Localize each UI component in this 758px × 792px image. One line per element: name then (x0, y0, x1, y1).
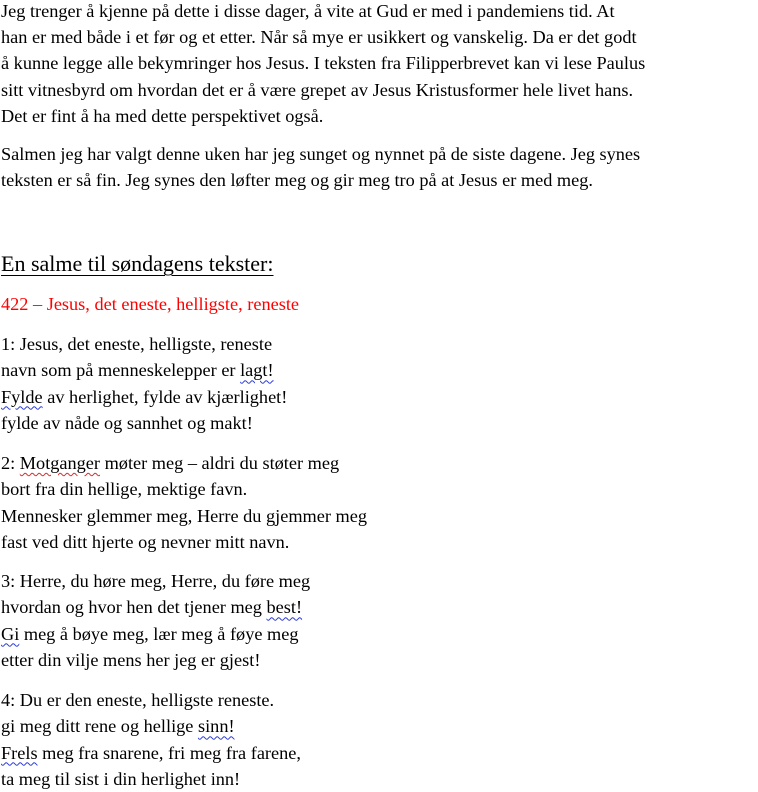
spellcheck-flagged-word[interactable]: Gi (1, 623, 20, 644)
hymn-verse-4 (1, 687, 301, 792)
verse-line: fast ved ditt hjerte og nevner mitt navn. (1, 531, 290, 552)
text-line: sitt vitnesbyrd om hvordan det er å være grepet av Jesus Kristusformer hele livet hans. (1, 79, 634, 100)
intro-paragraph-1 (1, 0, 645, 129)
text-line: teksten er så fin. Jeg synes den løfter meg og gir meg tro på at Jesus er med meg. (1, 170, 593, 191)
verse-line: etter din vilje mens her jeg er gjest! (1, 649, 261, 670)
verse-line: 1: Jesus, det eneste, helligste, reneste (1, 334, 273, 354)
verse-line: 3: Herre, du høre meg, Herre, du føre meg (1, 571, 311, 591)
hymn-verse-1 (1, 331, 287, 436)
verse-line (1, 450, 367, 476)
hymn-verse-3 (1, 568, 310, 673)
verse-line (1, 384, 287, 410)
text-line: han er med både i et før og et etter. Når så mye er usikkert og vanskelig. Da er det godt (1, 27, 637, 48)
text-line: å kunne legge alle bekymringer hos Jesus. I teksten fra Filipperbrevet kan vi lese Paulus (1, 53, 646, 74)
verse-line (1, 713, 301, 739)
verse-line-text: navn som på menneskelepper er (1, 360, 241, 381)
text-line: Salmen jeg har valgt denne uken har jeg sunget og nynnet på de siste dagene. Jeg synes (1, 144, 641, 164)
verse-line (1, 594, 310, 620)
text-line: Det er fint å ha med dette perspektivet også. (1, 105, 324, 126)
verse-line-text: 2: (1, 453, 20, 473)
spellcheck-flagged-word[interactable]: sinn! (197, 716, 235, 737)
spellcheck-flagged-word[interactable]: best! (266, 597, 303, 618)
verse-line: bort fra din hellige, mektige favn. (1, 479, 248, 500)
spellcheck-flagged-word[interactable]: Frels (1, 742, 38, 763)
hymn-title: 422 – Jesus, det eneste, helligste, reneste (1, 294, 300, 314)
spellcheck-flagged-word[interactable]: Fylde (1, 386, 43, 407)
verse-line (1, 357, 287, 383)
verse-line (1, 740, 301, 766)
verse-line-text: meg fra snarene, fri meg fra farene, (37, 742, 301, 763)
verse-line: Mennesker glemmer meg, Herre du gjemmer meg (1, 505, 367, 526)
verse-line: fylde av nåde og sannhet og makt! (1, 412, 253, 433)
hymn-verse-2 (1, 450, 367, 555)
verse-line-text: gi meg ditt rene og hellige (1, 716, 198, 737)
text-line: Jeg trenger å kjenne på dette i disse dager, å vite at Gud er med i pandemiens tid. At (1, 1, 615, 21)
intro-paragraph-2 (1, 141, 640, 193)
verse-line-text: meg å bøye meg, lær meg å føye meg (19, 623, 299, 644)
section-heading: En salme til søndagens tekster: (1, 251, 274, 276)
verse-line-text: hvordan og hvor hen det tjener meg (1, 597, 267, 618)
verse-line-text: møter meg – aldri du støter meg (100, 453, 340, 473)
verse-line-text: av herlighet, fylde av kjærlighet! (47, 386, 288, 407)
verse-line: ta meg til sist i din herlighet inn! (1, 768, 241, 789)
spellcheck-flagged-word[interactable]: lagt! (240, 360, 274, 381)
verse-line (1, 621, 310, 647)
verse-line: 4: Du er den eneste, helligste reneste. (1, 690, 275, 710)
spellcheck-flagged-word[interactable]: Motganger (19, 453, 101, 473)
